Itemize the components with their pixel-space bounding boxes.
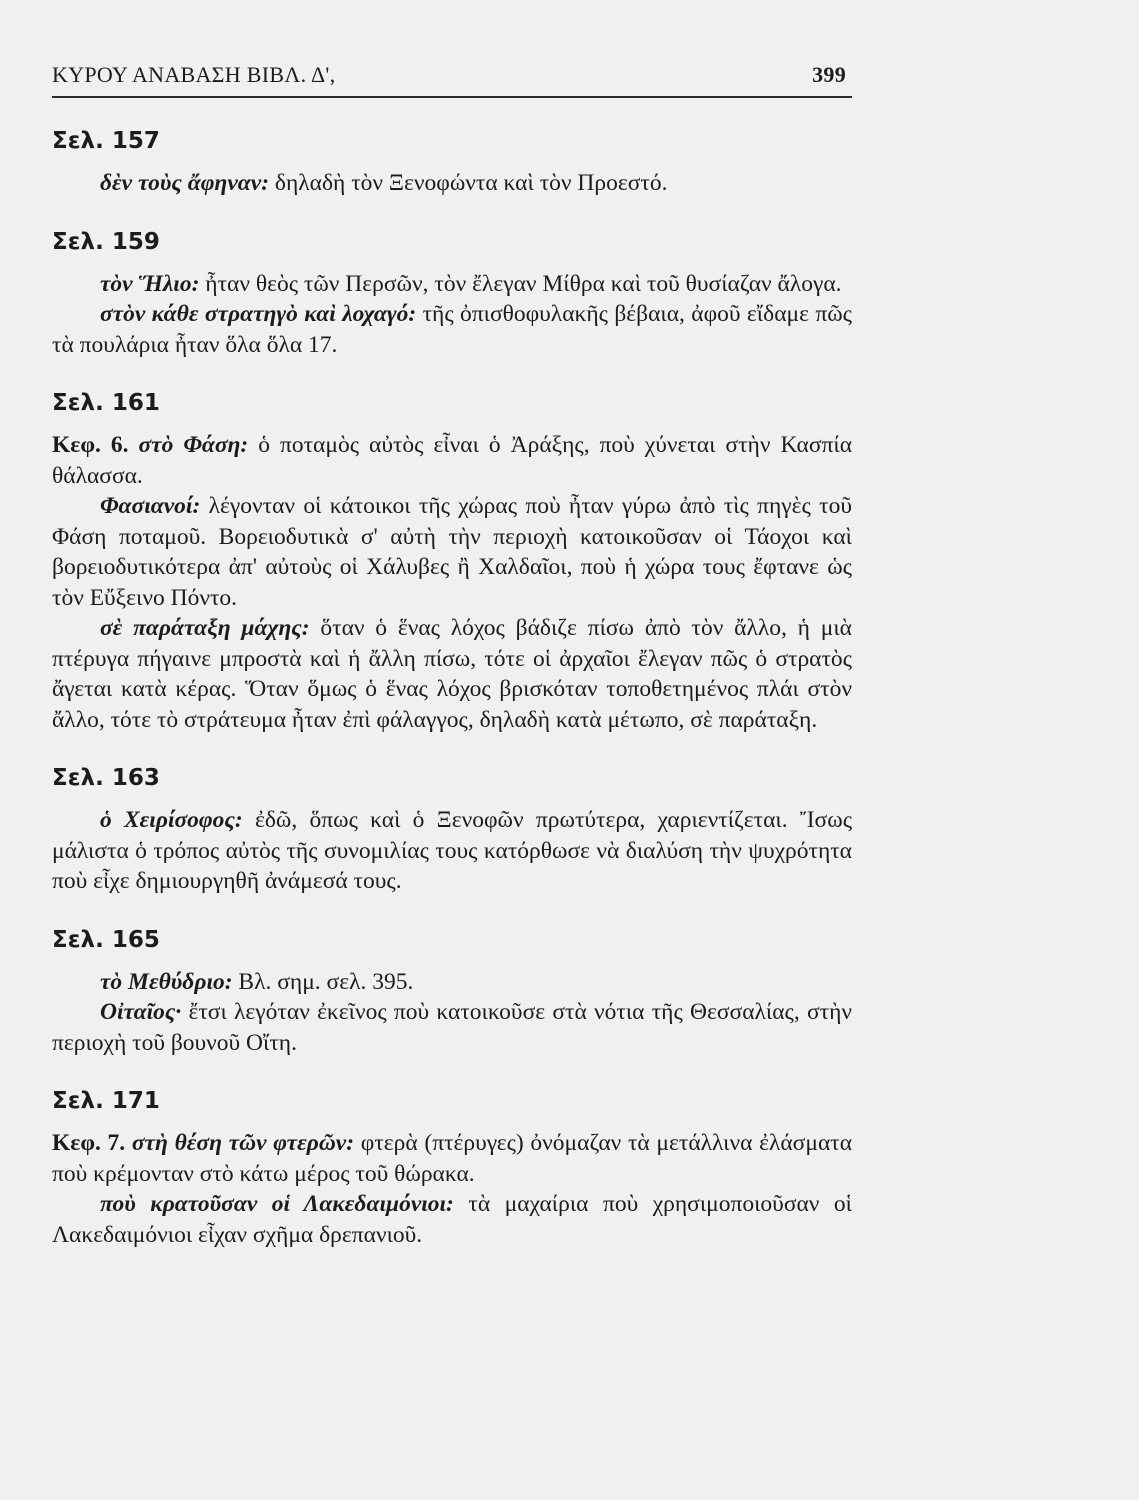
lemma: τὸ Μεθύδριο: <box>100 968 233 995</box>
note-entry <box>52 805 852 897</box>
lemma: Οἰταῖος· <box>100 999 182 1025</box>
note-text: ἐδῶ, ὅπως καὶ ὁ Ξενοφῶν πρωτύτερα, χαριεντίζεται. Ἴσως μάλιστα ὁ τρόπος αὐτὸς τῆς συνομιλίας τους κατόρθωσε νὰ διαλύση τὴν ψυχρότητα ποὺ εἶχε δημιουργηθῆ ἀνάμεσά τους. <box>52 807 852 894</box>
note-entry <box>52 491 852 613</box>
book-page <box>52 62 852 1250</box>
lemma: στὸ Φάση: <box>138 432 249 458</box>
note-entry <box>52 299 852 360</box>
note-text: Βλ. σημ. σελ. 395. <box>232 968 414 995</box>
lemma: δὲν τοὺς ἄφηναν: <box>100 170 270 196</box>
chapter-ref: Κεφ. 6. <box>52 432 129 458</box>
note-entry <box>52 269 852 300</box>
note-section <box>52 229 852 361</box>
note-entry <box>52 1128 852 1189</box>
note-section <box>52 927 852 1059</box>
lemma: ὁ Χειρίσοφος: <box>100 807 243 833</box>
running-header <box>52 62 852 98</box>
section-heading: Σελ. 165 <box>52 926 160 953</box>
note-text: τῆς ὀπισθοφυλακῆς βέβαια, ἀφοῦ εἴδαμε πῶς τὰ πουλάρια ἦταν ὅλα ὅλα 17. <box>52 301 852 358</box>
section-heading: Σελ. 163 <box>52 765 160 791</box>
note-section <box>52 765 852 897</box>
note-text: τὰ μαχαίρια ποὺ χρησιμοποιοῦσαν οἱ Λακεδαιμόνιοι εἶχαν σχῆμα δρεπανιοῦ. <box>52 1191 852 1248</box>
section-heading: Σελ. 159 <box>52 228 160 255</box>
lemma: στὴ θέση τῶν φτερῶν: <box>131 1130 355 1156</box>
page-number: 399 <box>812 62 846 87</box>
note-text: φτερὰ (πτέρυγες) ὀνόμαζαν τὰ μετάλλινα ἐλάσματα ποὺ κρέμονταν στὸ κάτω μέρος τοῦ θώρακα. <box>52 1130 853 1187</box>
note-text: ὅταν ὁ ἕνας λόχος βάδιζε πίσω ἀπὸ τὸν ἄλλο, ἡ μιὰ πτέρυγα πήγαινε μπροστὰ καὶ ἡ ἄλλη πίσω, τότε οἱ ἀρχαῖοι ἔλεγαν πῶς ὁ στρατὸς ἄγεται κατὰ κέρας. Ὅταν ὅμως ὁ ἕνας λόχος βρισκόταν τοποθετημένος πλάι στὸν ἄλλο, τότε τὸ στράτευμα ἦταν ἐπὶ φάλαγγος, δηλαδὴ κατὰ μέτωπο, σὲ παράταξη. <box>52 615 852 733</box>
note-section <box>52 390 852 735</box>
section-heading: Σελ. 157 <box>52 128 160 154</box>
lemma: στὸν κάθε στρατηγὸ καὶ λοχαγό: <box>100 301 417 327</box>
lemma: τὸν Ἥλιο: <box>100 270 200 297</box>
note-text: δηλαδὴ τὸν Ξενοφώντα καὶ τὸν Προεστό. <box>269 170 668 196</box>
book-title: ΚΥΡΟΥ ΑΝΑΒΑΣΗ ΒΙΒΛ. Δ', <box>52 62 336 87</box>
note-entry <box>52 430 852 491</box>
lemma: ποὺ κρατοῦσαν οἱ Λακεδαιμόνιοι: <box>100 1191 454 1217</box>
lemma: σὲ παράταξη μάχης: <box>100 615 310 641</box>
note-text: λέγονταν οἱ κάτοικοι τῆς χώρας ποὺ ἦταν γύρω ἀπὸ τὶς πηγὲς τοῦ Φάση ποταμοῦ. Βορειοδυτικὰ σ' αὐτὴ τὴν περιοχὴ κατοικοῦσαν οἱ Τάοχοι καὶ βορειοδυτικότερα ἀπ' αὐτοὺς οἱ Χάλυβες ἢ Χαλδαῖοι, ποὺ ἡ χώρα τους ἔφτανε ὡς τὸν Εὔξεινο Πόντο. <box>52 493 852 611</box>
note-entry <box>52 613 852 735</box>
note-text: ἔτσι λεγόταν ἐκεῖνος ποὺ κατοικοῦσε στὰ νότια τῆς Θεσσαλίας, στὴν περιοχὴ τοῦ βουνοῦ Οἴτη. <box>52 999 852 1056</box>
section-heading: Σελ. 161 <box>52 390 160 416</box>
note-section <box>52 128 852 199</box>
lemma: Φασιανοί: <box>100 493 201 519</box>
chapter-ref: Κεφ. 7. <box>52 1130 126 1156</box>
note-text: ὁ ποταμὸς αὐτὸς εἶναι ὁ Ἀράξης, ποὺ χύνεται στὴν Κασπία θάλασσα. <box>52 432 853 489</box>
note-entry <box>52 967 852 998</box>
note-text: ἦταν θεὸς τῶν Περσῶν, τὸν ἔλεγαν Μίθρα καὶ τοῦ θυσίαζαν ἄλογα. <box>199 270 842 297</box>
section-heading: Σελ. 171 <box>52 1088 160 1114</box>
note-section <box>52 1088 852 1250</box>
note-entry <box>52 168 852 199</box>
note-entry <box>52 1189 852 1250</box>
note-entry <box>52 997 852 1058</box>
